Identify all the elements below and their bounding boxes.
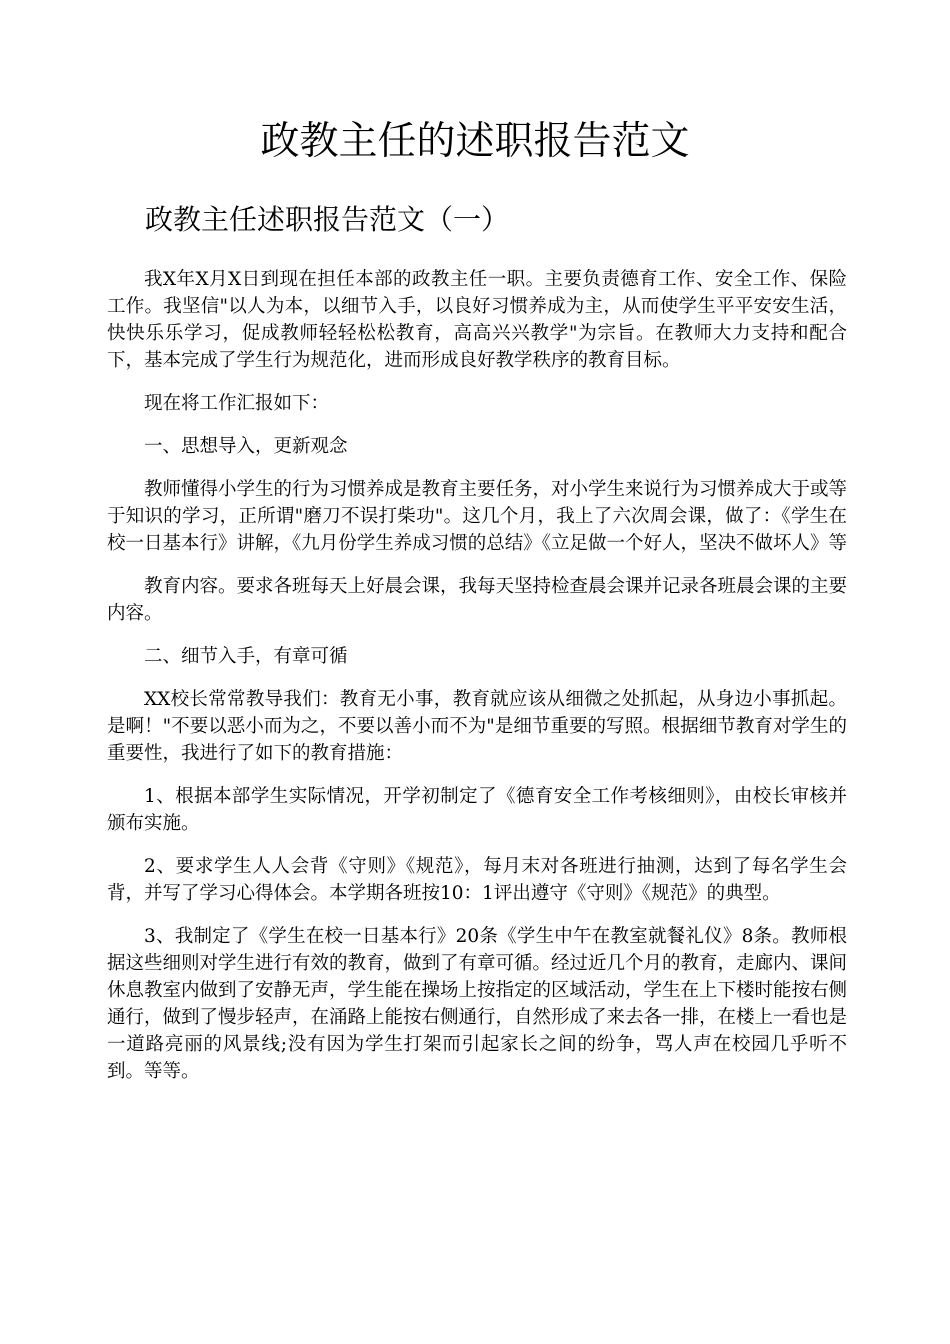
list-item-1: 1、根据本部学生实际情况，开学初制定了《德育安全工作考核细则》，由校长审核并颁布实施。 [107,786,847,834]
paragraph-habits: 教师懂得小学生的行为习惯养成是教育主要任务，对小学生来说行为习惯养成大于或等于知识的学习，正所谓"磨刀不误打柴功"。这几个月，我上了六次周会课，做了：《学生在校一日基本行》讲解，《九月份学生养成习惯的总结》《立足做一个好人，坚决不做坏人》等 [107,479,848,554]
section-heading-1: 一、思想导入，更新观念 [144,436,348,457]
section-heading-2: 二、细节入手，有章可循 [144,646,348,667]
paragraph-intro: 我X年X月X日到现在担任本部的政教主任一职。主要负责德育工作、安全工作、保险工作。我坚信"以人为本，以细节入手，以良好习惯养成为主，从而使学生平平安安生活，快快乐乐学习，促成教师轻轻松松教育，高高兴兴教学"为宗旨。在教师大力支持和配合下，基本完成了学生行为规范化，进而形成良好教学秩序的教育目标。 [107,269,847,371]
paragraph-morning-class: 教育内容。要求各班每天上好晨会课，我每天坚持检查晨会课并记录各班晨会课的主要内容。 [107,576,848,624]
list-item-3: 3、我制定了《学生在校一日基本行》20条《学生中午在教室就餐礼仪》8条。教师根据这些细则对学生进行有效的教育，做到了有章可循。经过近几个月的教育，走廊内、课间休息教室内做到了安静无声，学生能在操场上按指定的区域活动，学生在上下楼时能按右侧通行，做到了慢步轻声，在涌路上能按右侧通行，自然形成了来去各一排，在楼上一看也是一道路亮丽的风景线;没有因为学生打架而引起家长之间的纷争，骂人声在校园几乎听不到。等等。 [107,926,848,1082]
paragraph-details: XX校长常常教导我们：教育无小事，教育就应该从细微之处抓起，从身边小事抓起。是啊！"不要以恶小而为之，不要以善小而不为"是细节重要的写照。根据细节教育对学生的重要性，我进行了如下的教育措施： [107,689,847,764]
document-body [107,266,847,1101]
document-subtitle: 政教主任述职报告范文（一） [145,203,510,236]
list-item-2: 2、要求学生人人会背《守则》《规范》，每月末对各班进行抽测，达到了每名学生会背，并写了学习心得体会。本学期各班按10：1评出遵守《守则》《规范》的典型。 [107,856,847,904]
paragraph-report-lead: 现在将工作汇报如下： [144,393,330,414]
document-title: 政教主任的述职报告范文 [260,119,690,164]
